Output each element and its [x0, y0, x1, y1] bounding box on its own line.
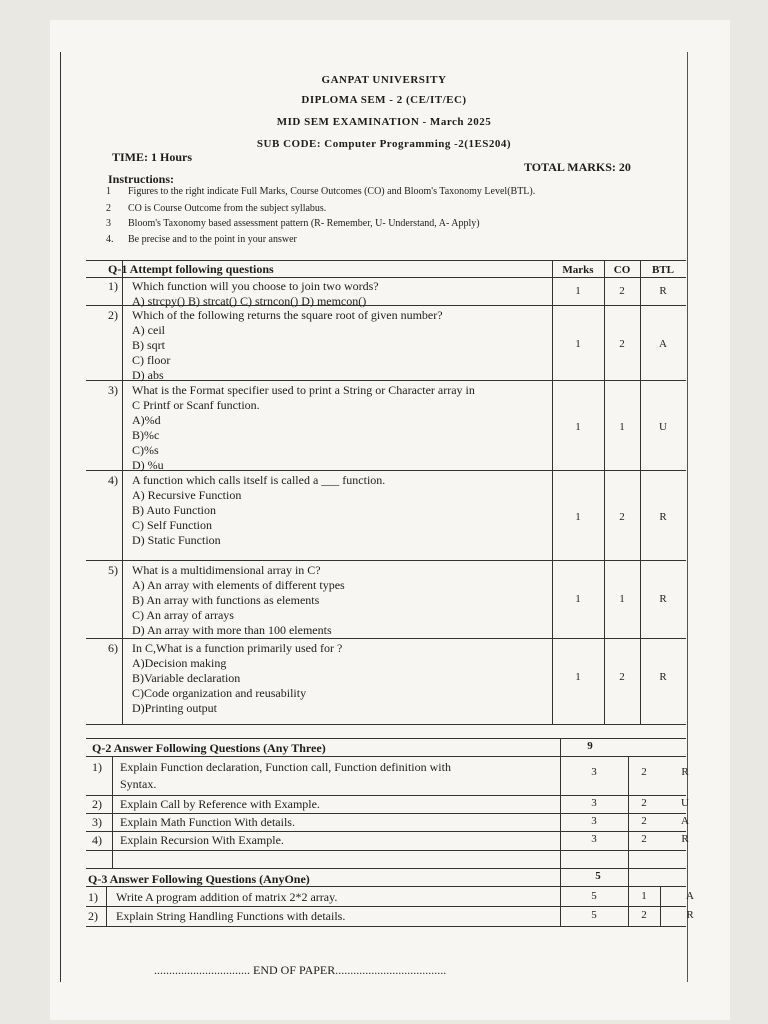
question-text-line: Syntax. — [120, 777, 157, 791]
marks-value: 1 — [575, 338, 581, 350]
question-number-column-line — [106, 886, 107, 926]
marks-column-line — [552, 260, 553, 724]
question-text-line: D) Static Function — [132, 533, 221, 547]
q3-total: 5 — [595, 870, 601, 882]
row-divider-line — [86, 380, 686, 381]
marks-value: 1 — [575, 671, 581, 683]
marks-value: 5 — [591, 909, 597, 921]
row-divider-line — [86, 638, 686, 639]
btl-value: R — [659, 593, 667, 605]
question-text-line: B) sqrt — [132, 338, 165, 352]
question-text-line: C) An array of arrays — [132, 608, 234, 622]
btl-value: A — [686, 890, 694, 902]
btl-value: U — [681, 797, 689, 809]
row-divider-line — [86, 470, 686, 471]
exam-title: MID SEM EXAMINATION - March 2025 — [276, 116, 492, 128]
question-number: 4) — [92, 833, 102, 847]
row-divider-line — [86, 560, 686, 561]
question-text-line: Explain Call by Reference with Example. — [120, 797, 320, 811]
co-value: 1 — [641, 890, 647, 902]
btl-column-line — [640, 260, 641, 724]
marks-value: 1 — [575, 285, 581, 297]
question-text-line: B) An array with functions as elements — [132, 593, 320, 607]
btl-value: R — [659, 285, 667, 297]
instruction-number: 4. — [106, 234, 114, 245]
btl-value: R — [681, 833, 689, 845]
question-text-line: C)Code organization and reusability — [132, 686, 307, 700]
question-text-line: A) ceil — [132, 323, 165, 337]
question-text-line: Which function will you choose to join two words? — [132, 279, 379, 293]
question-number: 4) — [108, 473, 118, 487]
row-divider-line — [86, 260, 686, 261]
co-value: 2 — [641, 797, 647, 809]
question-text-line: C Printf or Scanf function. — [132, 398, 260, 412]
question-text-line: C)%s — [132, 443, 159, 457]
question-text-line: A)Decision making — [132, 656, 227, 670]
row-divider-line — [86, 756, 686, 757]
question-number: 3) — [108, 383, 118, 397]
question-text-line: D) abs — [132, 368, 164, 382]
question-text-line: D)Printing output — [132, 701, 218, 715]
marks-value: 5 — [591, 890, 597, 902]
question-text-line: A) Recursive Function — [132, 488, 242, 502]
co-value: 2 — [619, 671, 625, 683]
co-value: 1 — [619, 421, 625, 433]
instruction-text: Figures to the right indicate Full Marks, Course Outcomes (CO) and Bloom's Taxonomy Level(BTL). — [128, 186, 536, 197]
q2-total: 9 — [587, 740, 593, 752]
marks-value: 3 — [591, 815, 597, 827]
question-text-line: C) floor — [132, 353, 171, 367]
university-name: GANPAT UNIVERSITY — [321, 74, 447, 86]
question-number-column-line — [112, 756, 113, 868]
marks-value: 1 — [575, 421, 581, 433]
question-number: 3) — [92, 815, 102, 829]
btl-value: R — [686, 909, 694, 921]
question-text-line: What is a multidimensional array in C? — [132, 563, 321, 577]
btl-value: A — [659, 338, 667, 350]
question-number: 2) — [108, 308, 118, 322]
question-number: 2) — [88, 909, 98, 923]
question-text-line: Explain Function declaration, Function call, Function definition with — [120, 760, 451, 774]
co-value: 2 — [641, 815, 647, 827]
co-value: 2 — [619, 285, 625, 297]
co-column-line — [604, 260, 605, 724]
btl-value: R — [659, 511, 667, 523]
question-text-line: A) strcpy() B) strcat() C) strncon() D) memcon() — [132, 294, 367, 308]
question-number: 2) — [92, 797, 102, 811]
q2-title: Q-2 Answer Following Questions (Any Three) — [92, 741, 326, 755]
row-divider-line — [86, 277, 686, 278]
row-divider-line — [86, 795, 686, 796]
question-text-line: B)%c — [132, 428, 160, 442]
question-text-line: A) An array with elements of different types — [132, 578, 345, 592]
question-text-line: Write A program addition of matrix 2*2 array. — [116, 890, 338, 904]
instruction-text: Bloom's Taxonomy based assessment pattern (R- Remember, U- Understand, A- Apply) — [128, 218, 480, 229]
btl-value: A — [681, 815, 689, 827]
row-divider-line — [86, 926, 686, 927]
col-header-btl: BTL — [651, 264, 674, 276]
question-text-line: Explain Recursion With Example. — [120, 833, 284, 847]
question-text-line: B) Auto Function — [132, 503, 217, 517]
question-text-line: In C,What is a function primarily used for ? — [132, 641, 343, 655]
question-number: 1) — [92, 760, 102, 774]
instruction-number: 2 — [106, 203, 111, 214]
marks-value: 3 — [591, 797, 597, 809]
question-text-line: D) An array with more than 100 elements — [132, 623, 332, 637]
question-number: 1) — [108, 279, 118, 293]
row-divider-line — [86, 906, 686, 907]
col-header-co: CO — [613, 264, 631, 276]
total-marks: TOTAL MARKS: 20 — [524, 160, 631, 174]
row-divider-line — [86, 831, 686, 832]
question-text-line: What is the Format specifier used to print a String or Character array in — [132, 383, 475, 397]
question-text-line: Which of the following returns the square root of given number? — [132, 308, 443, 322]
col-header-marks: Marks — [562, 264, 594, 276]
co-value: 2 — [641, 766, 647, 778]
question-number-column-line — [122, 260, 123, 724]
btl-value: U — [659, 421, 667, 433]
instruction-text: CO is Course Outcome from the subject syllabus. — [128, 203, 327, 214]
question-text-line: A)%d — [132, 413, 161, 427]
co-value: 1 — [619, 593, 625, 605]
question-number: 1) — [88, 890, 98, 904]
marks-value: 3 — [591, 766, 597, 778]
marks-value: 1 — [575, 593, 581, 605]
co-value: 2 — [619, 511, 625, 523]
question-text-line: D) %u — [132, 458, 164, 472]
question-text-line: A function which calls itself is called a ___ function. — [132, 473, 386, 487]
row-divider-line — [86, 738, 686, 739]
q3-title: Q-3 Answer Following Questions (AnyOne) — [88, 872, 310, 886]
question-number: 6) — [108, 641, 118, 655]
question-text-line: Explain Math Function With details. — [120, 815, 295, 829]
question-text-line: Explain String Handling Functions with details. — [116, 909, 346, 923]
instructions-title: Instructions: — [108, 172, 175, 186]
co-value: 2 — [641, 833, 647, 845]
program-title: DIPLOMA SEM - 2 (CE/IT/EC) — [301, 94, 467, 106]
co-value: 2 — [619, 338, 625, 350]
end-of-paper: ................................ END OF PAPER..................................... — [154, 963, 447, 977]
q1-title: Q-1 Attempt following questions — [108, 262, 274, 276]
instruction-text: Be precise and to the point in your answer — [128, 234, 297, 245]
row-divider-line — [86, 850, 686, 851]
instruction-number: 3 — [106, 218, 111, 229]
exam-time: TIME: 1 Hours — [112, 150, 193, 164]
marks-value: 3 — [591, 833, 597, 845]
btl-value: R — [659, 671, 667, 683]
question-text-line: C) Self Function — [132, 518, 212, 532]
row-divider-line — [86, 724, 686, 725]
marks-value: 1 — [575, 511, 581, 523]
co-value: 2 — [641, 909, 647, 921]
btl-value: R — [681, 766, 689, 778]
instruction-number: 1 — [106, 186, 111, 197]
subject-code: SUB CODE: Computer Programming -2(1ES204) — [256, 138, 512, 150]
question-number: 5) — [108, 563, 118, 577]
row-divider-line — [86, 813, 686, 814]
question-text-line: B)Variable declaration — [132, 671, 241, 685]
row-divider-line — [86, 868, 686, 869]
